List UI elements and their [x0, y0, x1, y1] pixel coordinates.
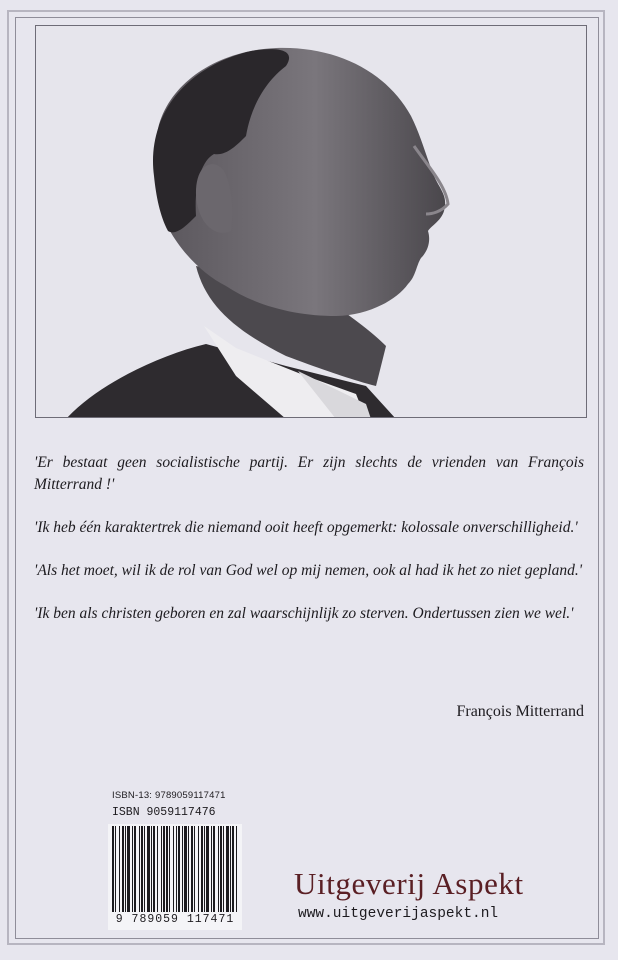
barcode-bar	[206, 826, 209, 912]
barcode-bar	[112, 826, 114, 912]
barcode-bar	[194, 826, 195, 912]
barcode-bar	[139, 826, 140, 912]
barcode-bar	[161, 826, 162, 912]
barcode-bar	[176, 826, 177, 912]
quote-attribution: François Mitterrand	[456, 703, 584, 720]
barcode-bar	[220, 826, 222, 912]
barcode-bar	[211, 826, 212, 912]
barcode-bar	[157, 826, 158, 912]
barcode-bar	[178, 826, 180, 912]
quote-2: 'Ik heb één karaktertrek die niemand ooit heeft opgemerkt: kolossale onverschilligheid.'	[34, 519, 578, 536]
barcode-bar	[232, 826, 234, 912]
barcode-bar	[163, 826, 165, 912]
publisher-name: Uitgeverij Aspekt	[294, 866, 524, 901]
barcode-bar	[127, 826, 130, 912]
barcode-bar	[122, 826, 124, 912]
barcode-bar	[230, 826, 231, 912]
barcode-bar	[236, 826, 237, 912]
barcode-bar	[147, 826, 150, 912]
barcode-bar	[141, 826, 143, 912]
barcode-bar	[166, 826, 168, 912]
barcode-bar	[169, 826, 170, 912]
barcode-digits: 9 789059 117471	[115, 913, 235, 926]
barcode-bar	[204, 826, 205, 912]
barcode-bar	[125, 826, 126, 912]
quote-1: 'Er bestaat geen socialistische partij. Er zijn slechts de vrienden van François Mitterrand !'	[34, 454, 584, 493]
barcode-bar	[151, 826, 152, 912]
publisher-url[interactable]: www.uitgeverijaspekt.nl	[298, 906, 499, 922]
barcode-bar	[182, 826, 183, 912]
barcode-bar	[226, 826, 229, 912]
barcode-bar	[184, 826, 187, 912]
barcode-bar	[191, 826, 193, 912]
barcode-bar	[173, 826, 174, 912]
barcode-bar	[223, 826, 224, 912]
barcode-bar	[115, 826, 116, 912]
isbn-10-label: ISBN 9059117476	[112, 806, 216, 819]
barcode-bar	[132, 826, 133, 912]
barcode-bar	[201, 826, 203, 912]
barcode-bar	[188, 826, 189, 912]
quotes-section	[34, 452, 584, 646]
barcode-bar	[144, 826, 145, 912]
barcode-bar	[134, 826, 136, 912]
quote-4: 'Ik ben als christen geboren en zal waarschijnlijk zo sterven. Ondertussen zien we wel.'	[34, 605, 574, 622]
barcode-bar	[119, 826, 120, 912]
barcode-bar	[198, 826, 199, 912]
barcode-bar	[218, 826, 219, 912]
quote-3: 'Als het moet, wil ik de rol van God wel op mij nemen, ook al had ik het zo niet gepland.'	[34, 562, 583, 579]
barcode-bar	[153, 826, 155, 912]
isbn-13-label: ISBN-13: 9789059117471	[112, 790, 226, 801]
barcode-bar	[213, 826, 215, 912]
portrait-photo	[35, 25, 587, 418]
